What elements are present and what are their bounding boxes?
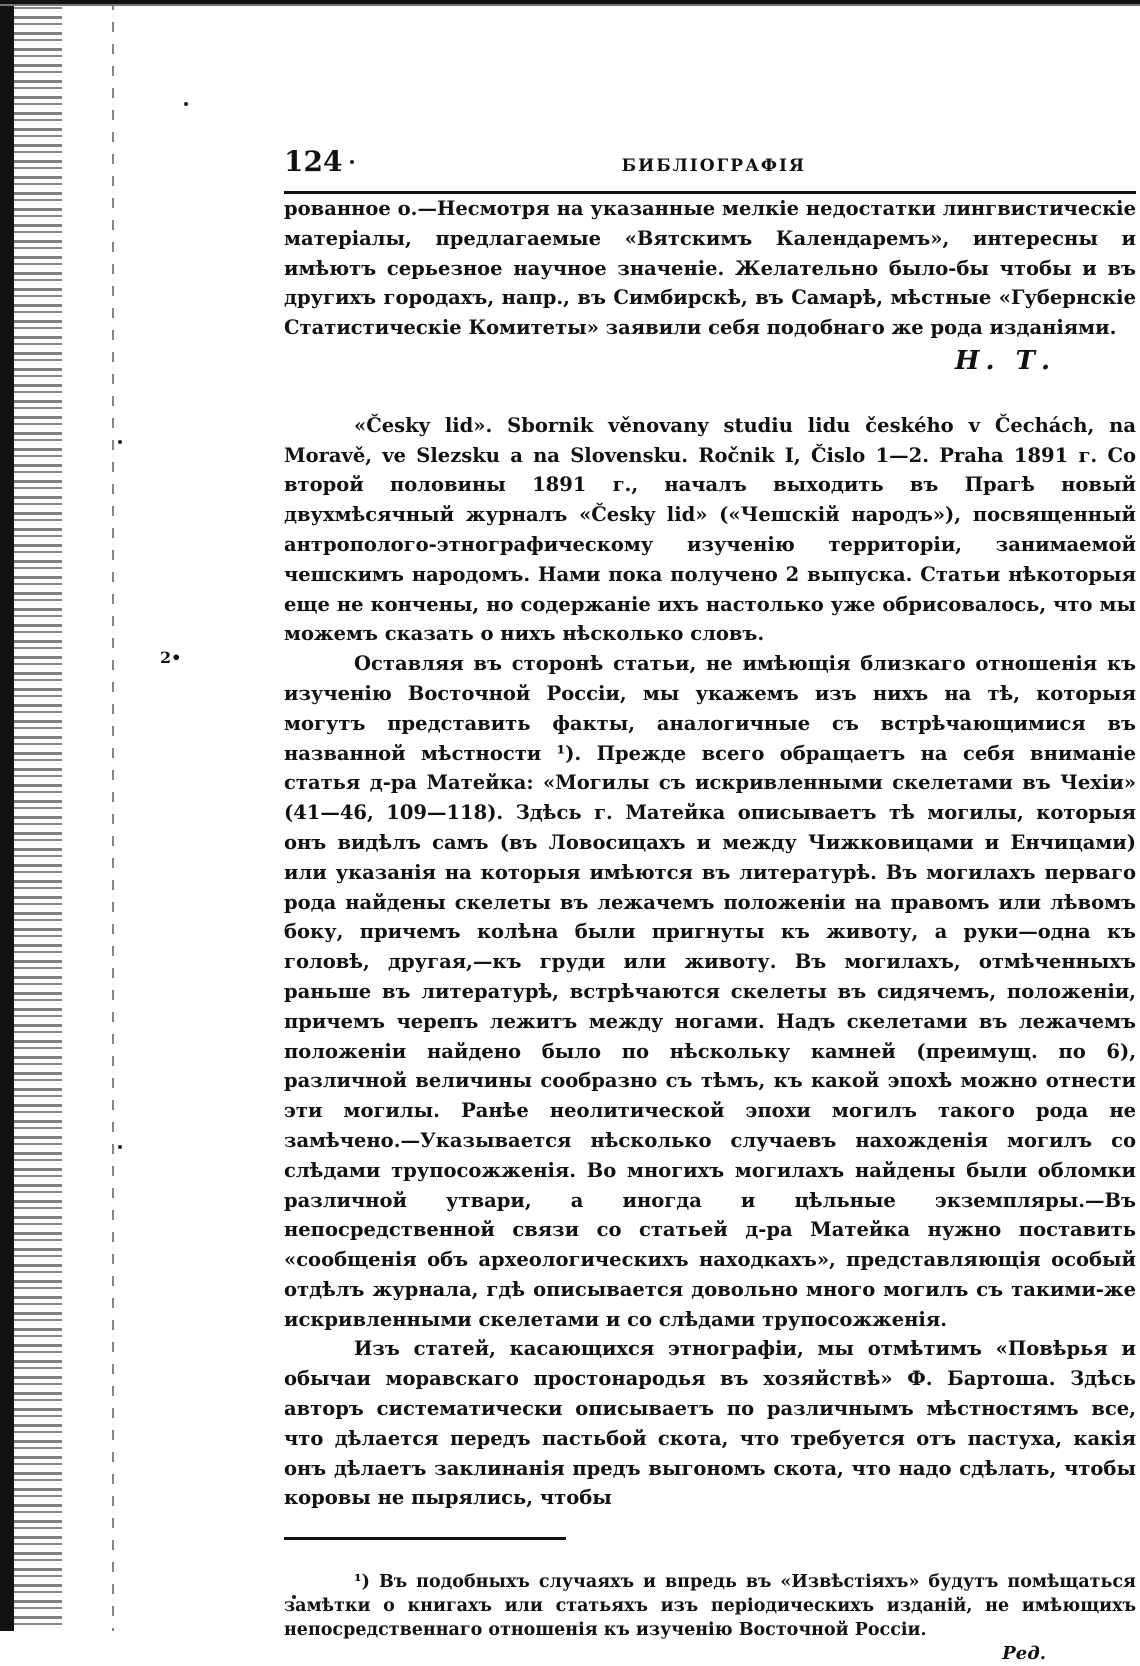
body-text: [284, 194, 1136, 1513]
book-page: [284, 145, 1136, 1666]
footnote: ¹) Въ подобныхъ случаяхъ и впредь въ «Извѣстiяхъ» будутъ помѣщаться замѣтки о книгахъ или статьяхъ изъ перiодическихъ изданiй, не имѣющихъ непосредственнаго отношенiя къ изученiю Восточной Россiи.: [284, 1572, 1136, 1641]
scan-speck: [118, 440, 122, 444]
page-number: 124: [284, 145, 343, 178]
footnotes: [284, 1570, 1136, 1666]
paragraph: рованное о.—Несмотря на указанные мелкiе недостатки лингвистическiе матерiалы, предлагаемые «Вятскимъ Календаремъ», интересны и имѣютъ серьезное научное значенiе. Желательно было-бы чтобы и въ другихъ городахъ, напр., въ Симбирскѣ, въ Самарѣ, мѣстные «Губернскiе Статистическiе Комитеты» заявили себя подобнаго же рода изданiями.: [284, 197, 1136, 340]
article-signature: Н. Т.: [954, 345, 1056, 376]
paragraph: «Česky lid». Sbornik věnovany studiu lidu českého v Čechách, na Moravě, ve Slezsku a na Slovensku. Ročnik I, Čislo 1—2. Praha 1891 г. Со второй половины 1891 г., началъ выходить въ Прагѣ новый двухмѣсячный журналъ «Česky lid» («Чешскiй народъ»), посвященный антрополого-этнографическому изученiю территорiи, занимаемой чешскимъ народомъ. Нами пока получено 2 выпуска. Статьи нѣкоторыя еще не кончены, но содержанiе ихъ настолько уже обрисовалось, что мы можемъ сказать о нихъ нѣсколько словъ.: [284, 413, 1136, 646]
scan-speck: [118, 1145, 122, 1149]
paragraph: Оставляя въ сторонѣ статьи, не имѣющiя близкаго отношенiя къ изученiю Восточной Россiи, мы укажемъ изъ нихъ на тѣ, которыя могутъ представить факты, аналогичные съ встрѣчающимися въ названной мѣстности ¹). Прежде всего обращаетъ на себя вниманiе статья д-ра Матейка: «Могилы съ искривленными скелетами въ Чехiи» (41—46, 109—118). Здѣсь г. Матейка описываетъ тѣ могилы, которыя онъ видѣлъ самъ (въ Ловосицахъ и между Чижковицами и Енчицами) или указанiя на которыя имѣются въ литературѣ. Въ могилахъ перваго рода найдены скелеты въ лежачемъ положенiи на правомъ или лѣвомъ боку, причемъ колѣна были пригнуты къ животу, а руки—одна къ головѣ, другая,—къ груди или животу. Въ могилахъ, отмѣченныхъ раньше въ литературѣ, встрѣчаются скелеты въ сидячемъ, положенiи, причемъ черепъ лежитъ между ногами. Надъ скелетами въ лежачемъ положенiи найдено было по нѣскольку камней (преимущ. по 6), различной величины сообразно съ тѣмъ, къ какой эпохѣ можно отнести эти могилы. Ранѣе неолитической эпохи могилъ такого рода не замѣчено.—Указывается нѣсколько случаевъ нахожденiя могилъ со слѣдами трупосожженiя. Во многихъ могилахъ найдены были обломки различной утвари, а иногда и цѣльные экземпляры.—Въ непосредственной связи со статьей д-ра Матейка нужно поставить «сообщенiя объ археологическихъ находкахъ», представляющiя особый отдѣлъ журнала, гдѣ описывается довольно много могилъ съ такими-же искривленными скелетами и со слѣдами трупосожженiя.: [284, 652, 1136, 1331]
scan-top-edge: [0, 0, 1140, 12]
paragraph: Изъ статей, касающихся этнографiи, мы отмѣтимъ «Повѣрья и обычаи моравскаго простонародья въ хозяйствѣ» Ф. Бартоша. Здѣсь авторъ систематически описываетъ по различнымъ мѣстностямъ все, что дѣлается передъ пастьбой скота, что требуется отъ пастуха, какiя онъ дѣлаетъ заклинанiя предъ выгономъ скота, что надо сдѣлать, чтобы коровы не пырялись, чтобы: [284, 1337, 1136, 1510]
page-header: [284, 145, 1136, 194]
scan-margin-line: [112, 0, 114, 1631]
margin-mark: 2•: [160, 648, 182, 667]
running-title: БИБЛIОГРАФIЯ: [621, 156, 806, 176]
footnote-signature: Ред.: [1002, 1643, 1046, 1665]
scan-dark-edge: [0, 0, 14, 1631]
scan-speck: [184, 102, 188, 106]
footnote-rule: [284, 1537, 566, 1540]
